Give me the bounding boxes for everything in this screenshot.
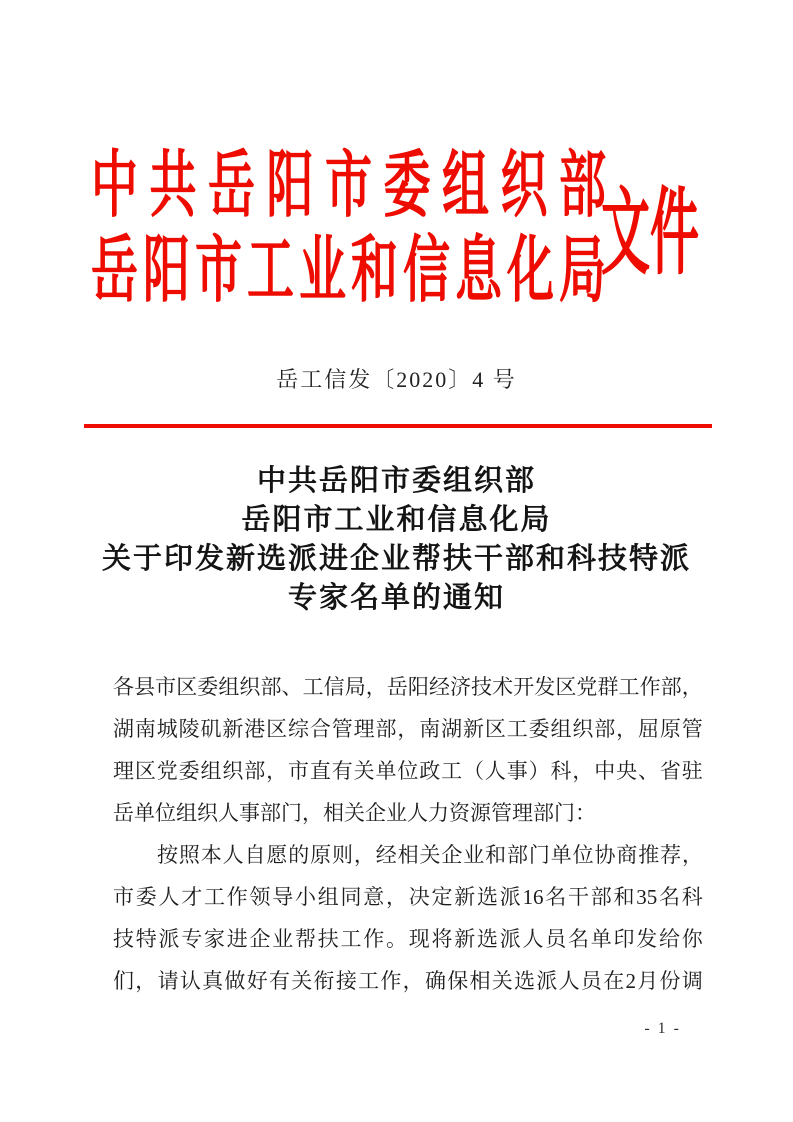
body-line: 理 区 党 委 组 织 部 ， 市 直 有 关 单 位 政 工 （ 人 事 ） 科 ， 中 央 、 省 驻 <box>113 759 703 783</box>
document-title <box>0 462 793 618</box>
body-line: 湖 南 城 陵 矶 新 港 区 综 合 管 理 部 ， 南 湖 新 区 工 委 组 织 部 ， 屈 原 管 <box>113 717 703 741</box>
letterhead-org-line-1: 中 共 岳 阳 市 委 组 织 部 <box>91 146 606 227</box>
body-line: 市 委 人 才 工 作 领 导 小 组 同 意 ， 决 定 新 选 派 16 名 干 部 和 35 名 科 <box>113 885 703 909</box>
doc-number: 岳工信发〔2020〕4 号 <box>276 367 517 392</box>
title-line: 关于印发新选派进企业帮扶干部和科技特派 <box>101 543 691 575</box>
letterhead-org-line-2: 岳 阳 市 工 业 和 信 息 化 局 <box>91 231 606 312</box>
body-line: 按 照 本 人 自 愿 的 原 则 ， 经 相 关 企 业 和 部 门 单 位 协 商 推 荐 ， <box>157 843 703 867</box>
letterhead-doc-suffix: 文件 <box>601 180 700 287</box>
body-line: 岳单位组织人事部门，相关企业人力资源管理部门： <box>113 801 596 825</box>
body-line: 各 县 市 区 委 组 织 部 、 工 信 局 ， 岳 阳 经 济 技 术 开 发 区 党 群 工 作 部 ， <box>113 675 703 699</box>
body-line: 们 ， 请 认 真 做 好 有 关 衔 接 工 作 ， 确 保 相 关 选 派 人 员 在 2 月 份 调 <box>113 969 703 993</box>
body-paragraphs <box>113 666 703 1002</box>
title-line: 专家名单的通知 <box>287 582 505 614</box>
page-number: - 1 - <box>644 1020 681 1037</box>
red-separator-line <box>84 424 712 428</box>
title-line: 岳阳市工业和信息化局 <box>241 504 552 536</box>
body-line: 技 特 派 专 家 进 企 业 帮 扶 工 作 。 现 将 新 选 派 人 员 名 单 印 发 给 你 <box>113 927 703 951</box>
letterhead <box>91 148 606 318</box>
title-line: 中共岳阳市委组织部 <box>256 465 536 497</box>
